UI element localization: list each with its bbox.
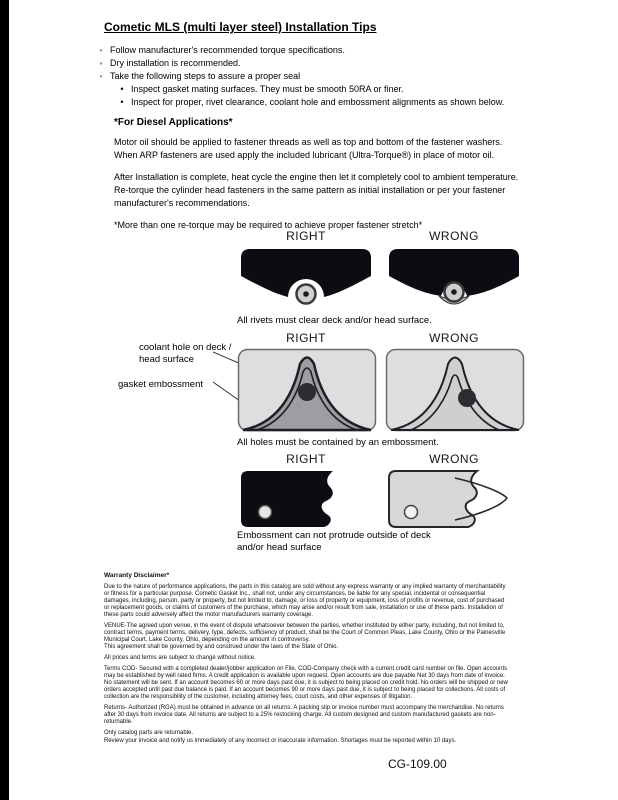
installation-tips-list [97,44,504,109]
hole-caption: All holes must be contained by an embossment. [237,437,439,448]
hole-wrong-illustration [385,348,525,432]
coolant-hole-icon [458,389,476,407]
page-code: CG-109.00 [388,757,447,771]
coolant-hole-icon [298,383,316,401]
embossment-containment-right-diagram [237,348,377,437]
right-column-header: RIGHT [286,452,326,466]
disclaimer-paragraph: Returns- Authorized (RGA) must be obtained in advance on all returns. A packing slip or invoice number must accompany the merchandise. No returns after 30 days from invoice date. All returns are subject to a 25% restocking charge. All custom designed and custom manufactured gaskets are non-returnable. [104,705,504,725]
bolt-hole-icon [259,506,272,519]
tip-text: Inspect for proper, rivet clearance, coolant hole and embossment alignments as shown below. [131,97,505,107]
protrusion-wrong-illustration [385,468,525,530]
disclaimer-paragraph: Terms COD- Secured with a completed dealer/jobber application on File, COD-Company check with a current credit card number on file. Open accounts may be established by well rated firms. A credit application is available upon request. Open accounts are due payable Net 30 days from date of invoice. No statement will be sent. If an account becomes 60 or more days past due, it is subject to being placed on credit hold. No orders will be shipped or new orders accepted until past due balance is paid. If an account becomes 90 or more days past due, it is subject to being placed for collections. All costs of collection are the responsibility of the customer, including attorney fees, court costs, and other expenses of litigation. [104,666,508,700]
rivet-center-dot [303,291,309,297]
rivet-caption: All rivets must clear deck and/or head surface. [237,315,432,326]
bolt-hole-icon [405,506,418,519]
circle-bullet-icon: ◦ [99,58,103,68]
diesel-applications-section [114,116,526,241]
gasket-embossment-label: gasket embossment [118,379,204,390]
list-item [118,83,504,96]
disclaimer-paragraph: Only catalog parts are returnable. [104,730,194,736]
rivet-center-dot [451,289,457,295]
tip-text: Inspect gasket mating surfaces. They must be smooth 50RA or finer. [131,84,404,94]
right-column-header: RIGHT [286,229,326,243]
rivet-clearance-wrong-diagram [385,246,523,315]
disclaimer-paragraph: Due to the nature of performance applications, the parts in this catalog are sold without any express warranty or any implied warranty of merchantability or fitness for a particular purpose. Cometic Gasket Inc., shall not, under any circumstances, be liable for any special, incidental or consequential damages, including, person, party or property, but not limited to, damage, or loss of property or equipment, loss of profits or revenue, cost of purchased or replacement goods, or claims of customers of the purchase, which may arise and/or result from sale, installation or use of these parts. Installation of these parts could adversely affect the motor manufacturers warranty coverage. [104,584,506,618]
tip-text: Take the following steps to assure a proper seal [110,71,301,81]
disclaimer-paragraph: Review your invoice and notify us immediately of any incorrect or inaccurate information. Shortages must be reported within 10 days. [104,738,457,744]
tip-text: Dry installation is recommended. [110,58,241,68]
hole-right-illustration [237,348,377,432]
circle-bullet-icon: ◦ [99,71,103,81]
rivet-right-illustration [237,246,375,310]
wrong-column-header: WRONG [429,229,479,243]
disclaimer-paragraph: VENUE-The agreed upon venue, in the event of dispute whatsoever between the parties, whether instituted by either party, including, but not limited to, contract terms, payment terms, delivery, type, defects, sufficiency of product, shall be the Court of Common Pleas, Lake County, Ohio or the Painesville Municipal Court, Lake County, Ohio, depending on the amount in controversy. [104,623,506,643]
diesel-paragraph: After Installation is complete, heat cycle the engine then let it completely cool to ambient temperature. Re-torque the cylinder head fasteners in the same pattern as initial installation or per your fastener manufacturer's recommendations. [114,172,519,208]
list-item [118,96,504,109]
circle-bullet-icon: ◦ [99,45,103,55]
list-item [97,57,504,70]
tip-text: Follow manufacturer's recommended torque specifications. [110,45,345,55]
rivet-wrong-illustration [385,246,523,310]
protrusion-wrong-diagram [385,468,525,535]
wrong-column-header: WRONG [429,452,479,466]
coolant-hole-label: coolant hole on deck / head surface [139,342,232,365]
wrong-column-header: WRONG [429,331,479,345]
disclaimer-paragraph: This agreement shall be governed by and construed under the laws of the State of Ohio. [104,644,339,650]
list-item [97,70,504,83]
dot-bullet-icon: • [120,84,124,94]
retorque-note: *More than one re-torque may be required to achieve proper fastener stretch* [114,220,423,230]
diesel-heading: *For Diesel Applications* [114,117,233,128]
rivet-clearance-right-diagram [237,246,375,315]
protrusion-right-diagram [237,468,377,535]
page-title: Cometic MLS (multi layer steel) Installation Tips [104,20,377,34]
disclaimer-heading: Warranty Disclaimer* [104,572,170,579]
page-left-border [0,0,9,800]
dot-bullet-icon: • [120,97,124,107]
protrusion-right-illustration [237,468,377,530]
protrusion-caption: Embossment can not protrude outside of deck and/or head surface [237,530,431,553]
deck-edge-shape [241,471,333,527]
warranty-disclaimer-section [104,572,508,749]
diesel-paragraph: Motor oil should be applied to fastener threads as well as top and bottom of the fastener washers. When ARP fasteners are used apply the included lubricant (Ultra-Torque®) in place of motor oil. [114,137,503,160]
disclaimer-paragraph: All prices and terms are subject to change without notice. [104,655,256,661]
right-column-header: RIGHT [286,331,326,345]
list-item [97,44,504,57]
embossment-containment-wrong-diagram [385,348,525,437]
